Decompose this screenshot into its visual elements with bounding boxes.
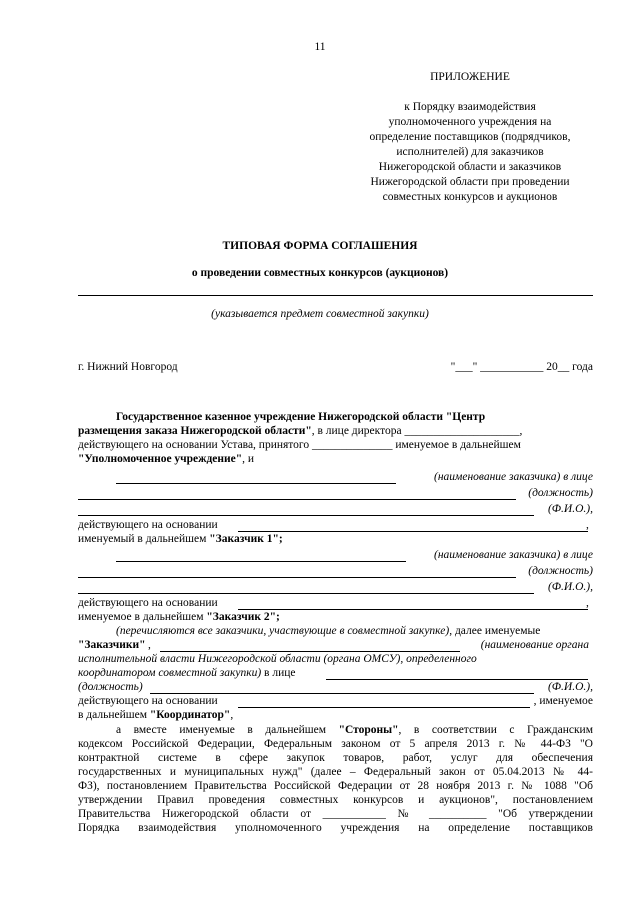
customer2-position-field[interactable] [78,567,516,578]
customer2-named-prefix: именуемое в дальнейшем [78,611,207,623]
coordinator-organ-hint3-line [78,666,296,680]
subject-hint: (указывается предмет совместной закупки) [211,308,429,320]
basis-line: действующего на основании Устава, принятого ______________ именуемое в дальнейшем [78,439,521,451]
customers-list-hint: (перечисляются все заказчики, участвующие в совместной закупке) [116,625,450,637]
appendix-line: совместных конкурсов и аукционов [382,191,558,203]
party-authority-name: Государственное казенное учреждение Нижегородской области "Центр [116,411,486,423]
comma: , [586,597,589,609]
coordinator-fio-hint: (Ф.И.О.), [547,681,593,693]
final-line: контрактной системе в сфере закупок товаров, работ, услуг для обеспечения [78,752,593,764]
in-face-text: в лице [261,667,296,679]
customer2-named-bold: "Заказчик 2"; [206,611,280,623]
final-line: утверждении Правил проведения совместных конкурсов и аукционов", постановлением [78,794,593,806]
authority-named: "Уполномоченное учреждение" [78,453,243,465]
final-line: кодексом Российской Федерации, Федеральным законом от 5 апреля 2013 г. № 44-ФЗ "О [78,738,593,750]
form-subtitle: о проведении совместных конкурсов (аукционов) [191,267,449,279]
customer2-fio-hint: (Ф.И.О.), [547,581,593,593]
coordinator-fio-field[interactable] [150,683,534,694]
appendix-line: уполномоченного учреждения на [388,116,552,128]
customer2-fio-field[interactable] [78,583,534,594]
authority-named-line [78,452,254,466]
customer2-basis: действующего на основании [78,597,218,609]
customers-list-after: , далее именуемые [449,625,541,637]
final-line: Порядка взаимодействия уполномоченного учреждения на определение поставщиков [78,822,593,834]
customer1-position-field[interactable] [78,489,516,500]
final-first-line [116,723,593,737]
coordinator-named2-end: , [230,709,234,721]
final-suffix: , в соответствии с Гражданским [398,724,593,736]
customer1-named-bold: "Заказчик 1"; [209,533,283,545]
customer2-named [78,610,280,624]
customer1-fio-field[interactable] [78,505,534,516]
final-line: государственных и муниципальных нужд" (далее – Федеральный закон от 05.04.2013 № 44- [78,766,593,778]
coordinator-basis-field[interactable] [238,697,530,708]
customer1-named-prefix: именуемый в дальнейшем [78,533,210,545]
coordinator-named2-prefix: в дальнейшем [78,709,150,721]
coordinator-face-field[interactable] [326,669,588,680]
appendix-line: Нижегородской области и заказчиков [378,161,562,173]
final-bold: "Стороны" [338,724,399,736]
coordinator-organ-hint3: координатором совместной закупки) [78,667,262,679]
customer2-position-hint: (должность) [528,565,593,577]
customers-list-line [116,624,540,638]
coordinator-named: , именуемое [533,695,593,707]
final-prefix: а вместе именуемые в дальнейшем [116,724,339,736]
authority-named-end: , и [242,453,255,465]
customer1-fio-hint: (Ф.И.О.), [547,503,593,515]
final-line: ФЗ), постановлением Правительства Российской Федерации от 28 ноября 2013 г. № 1088 "Об [78,780,593,792]
customer1-basis: действующего на основании [78,519,218,531]
customer1-name-hint: (наименование заказчика) в лице [433,471,593,483]
city: г. Нижний Новгород [78,361,178,373]
appendix-title: ПРИЛОЖЕНИЕ [430,71,510,83]
comma: , [586,519,589,531]
coordinator-named2 [78,708,233,722]
appendix-line: исполнителей) для заказчиков [396,146,544,158]
customer1-position-hint: (должность) [528,487,593,499]
customer2-name-hint: (наименование заказчика) в лице [433,549,593,561]
coordinator-basis: действующего на основании [78,695,218,707]
coordinator-organ-field[interactable] [160,641,460,652]
coordinator-organ-hint: (наименование органа [480,639,589,651]
customers-named: "Заказчики" [78,639,146,651]
customer1-basis-field[interactable] [238,521,588,532]
director-text: , в лице директора ____________________, [311,425,523,437]
date-line: "___" ___________ 20__ года [450,361,593,373]
customer2-name-field[interactable] [116,551,406,562]
appendix-line: к Порядку взаимодействия [404,101,536,113]
coordinator-position-hint: (должность) [78,681,143,693]
party-authority-name-end: размещения заказа Нижегородской области" [78,425,312,437]
appendix-line: определение поставщиков (подрядчиков, [369,131,571,143]
appendix-line: Нижегородской области при проведении [370,176,570,188]
customer1-name-field[interactable] [116,473,396,484]
page-number: 11 [314,41,326,53]
final-line: Правительства Нижегородской области от ___________ № __________ "Об утверждении [78,808,593,820]
comma: , [148,639,151,651]
subject-underline [78,295,593,296]
form-title: ТИПОВАЯ ФОРМА СОГЛАШЕНИЯ [222,240,418,252]
customer1-named [78,532,283,546]
coordinator-named2-bold: "Координатор" [149,709,231,721]
customer2-basis-field[interactable] [238,599,588,610]
party-authority-line2 [78,424,522,438]
coordinator-organ-hint2: исполнительной власти Нижегородской области (органа ОМСУ), определенного [78,653,477,665]
